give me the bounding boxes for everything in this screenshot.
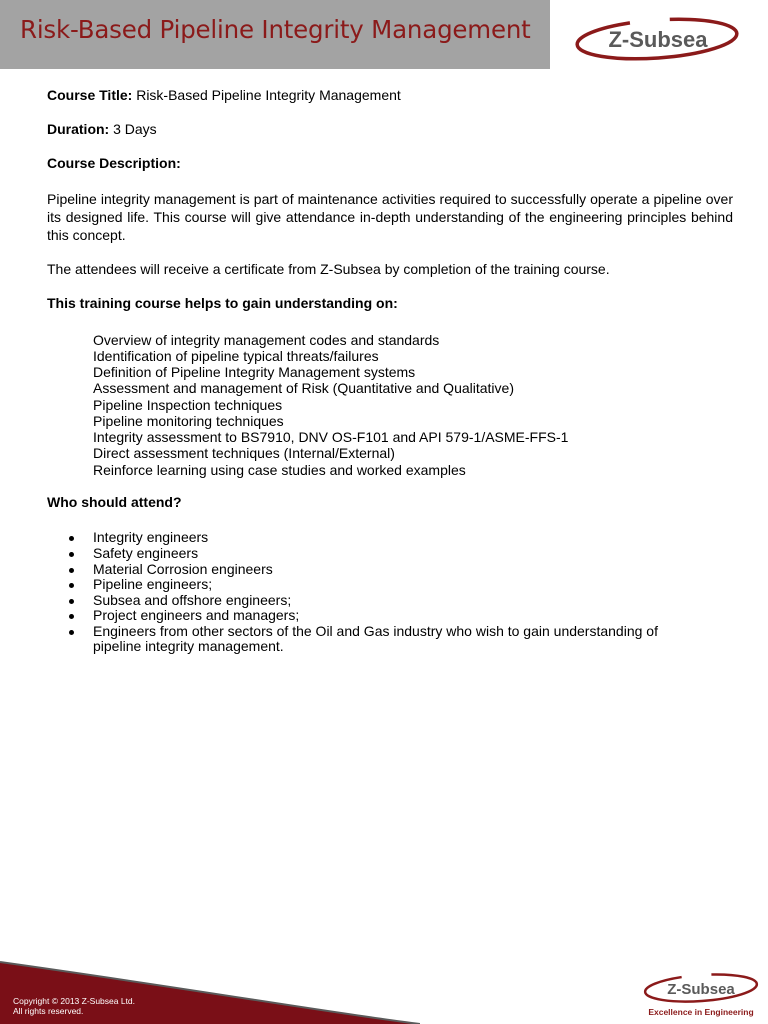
bullet-icon [69,552,74,557]
understanding-heading: This training course helps to gain understanding on: [47,295,398,311]
topic-item: Direct assessment techniques (Internal/External) [93,445,395,461]
z-subsea-footer-logo [640,970,762,1018]
attendee-item: Safety engineers [93,545,199,561]
course-title-label: Course Title: [47,87,133,103]
bullet-icon [69,536,74,541]
logo-text: Z-Subsea [608,27,708,52]
duration-label: Duration: [47,121,110,137]
footer-logo-text: Z-Subsea [667,981,735,998]
topic-item: Identification of pipeline typical threats/failures [93,348,379,364]
footer-tagline: Excellence in Engineering [648,1007,754,1017]
copyright-text [13,996,135,1016]
z-subsea-logo [572,16,742,61]
topic-item: Reinforce learning using case studies and worked examples [93,462,466,478]
copyright-line-2: All rights reserved. [13,1006,84,1016]
course-title-value: Risk-Based Pipeline Integrity Management [132,87,401,103]
bullet-icon [69,630,74,635]
attend-heading: Who should attend? [47,494,182,510]
bullet-icon [69,614,74,619]
page-title: Risk-Based Pipeline Integrity Management [20,15,531,44]
topic-item: Definition of Pipeline Integrity Management systems [93,364,416,380]
attendee-item: Integrity engineers [93,529,209,545]
attendee-item: Subsea and offshore engineers; [93,592,292,608]
description-paragraph-2: The attendees will receive a certificate from Z-Subsea by completion of the training course. [47,261,610,277]
topic-item: Pipeline monitoring techniques [93,413,284,429]
copyright-line-1: Copyright © 2013 Z-Subsea Ltd. [13,996,136,1006]
course-title-row [47,87,401,104]
topic-item: Overview of integrity management codes and standards [93,332,440,348]
bullet-icon [69,599,74,604]
description-heading: Course Description: [47,155,181,171]
topic-item: Integrity assessment to BS7910, DNV OS-F101 and API 579-1/ASME-FFS-1 [93,429,569,445]
duration-row [47,121,157,138]
duration-value: 3 Days [109,121,157,137]
topic-item: Assessment and management of Risk (Quantitative and Qualitative) [93,380,514,396]
bullet-icon [69,568,74,573]
attendee-item: Engineers from other sectors of the Oil and Gas industry who wish to gain understanding of [93,623,658,639]
topic-item: Pipeline Inspection techniques [93,397,283,413]
attendee-item: Project engineers and managers; [93,607,300,623]
bullet-icon [69,583,74,588]
header-band [0,0,550,69]
attendee-item: Material Corrosion engineers [93,561,273,577]
description-paragraph-1: Pipeline integrity management is part of maintenance activities required to successfully operate a pipeline over its designed life. This course will give attendance in-depth understanding of the engineering principles behind this concept. [47,191,733,243]
attendee-item: Pipeline engineers; [93,576,213,592]
attendee-item-continuation: pipeline integrity management. [93,638,284,654]
